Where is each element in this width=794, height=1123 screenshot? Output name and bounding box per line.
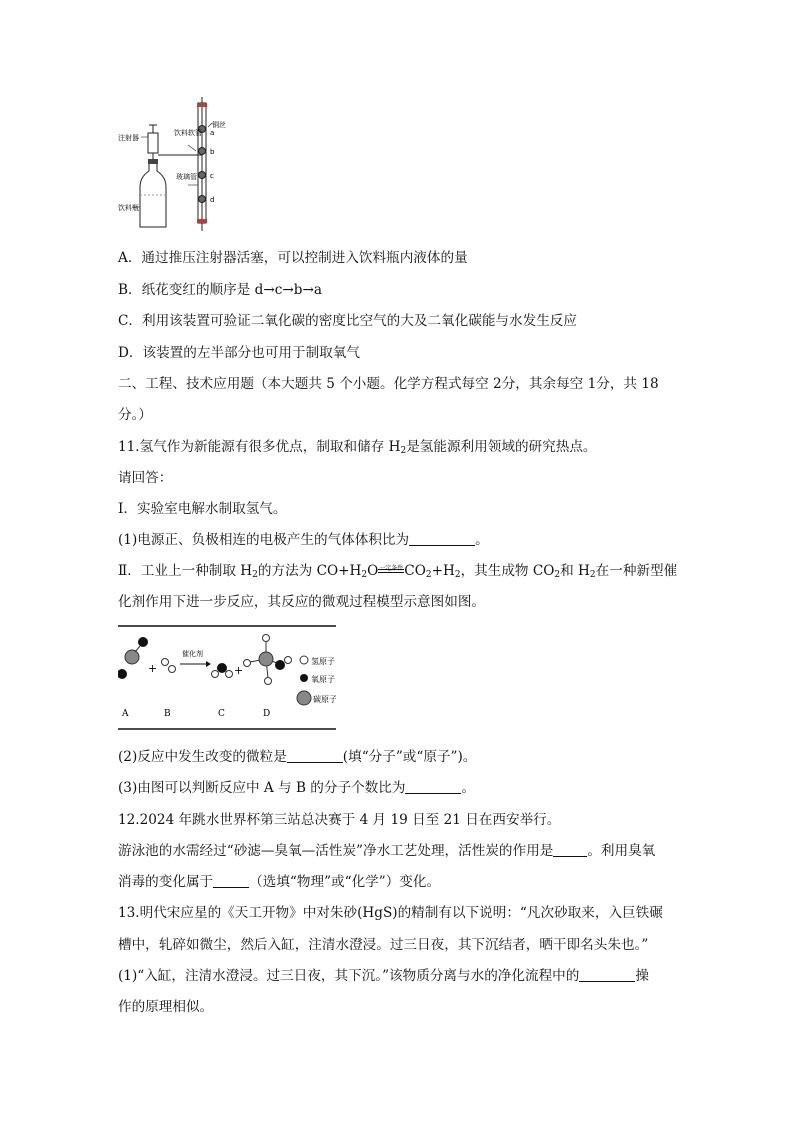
- flower-b-label: b: [210, 148, 215, 156]
- q12-line1: 12.2024 年跳水世界杯第三站总决赛于 4 月 19 日至 21 日在西安举行。: [118, 812, 561, 828]
- q12-line2: 游泳池的水需经过“砂滤—臭氧—活性炭”净水工艺处理，活性炭的作用是 。利用臭氧: [118, 843, 656, 859]
- q12-line3: 消毒的变化属于 （选填“物理”或“化学”）变化。: [118, 874, 441, 890]
- apparatus-figure: [118, 95, 236, 235]
- flower-a-label: a: [210, 129, 215, 137]
- bottle-label: 饮料瓶: [118, 204, 139, 212]
- answer-blank: [553, 843, 587, 857]
- answer-blank: [405, 780, 461, 794]
- q11-part2-line2: 化剂作用下进一步反应，其反应的微观过程模型示意图如图。: [118, 594, 486, 610]
- option-a: A．通过推压注射器活塞，可以控制进入饮料瓶内液体的量: [118, 250, 468, 266]
- q11-q1: (1)电源正、负极相连的电极产生的气体体积比为 。: [118, 532, 489, 548]
- catalyst-label: 催化剂: [182, 650, 203, 658]
- q11-q3: (3)由图可以判断反应中 A 与 B 的分子个数比为 。: [118, 780, 476, 796]
- section-heading-line1: 二、工程、技术应用题（本大题共 5 个小题。化学方程式每空 2分，其余每空 1分，共 18: [118, 376, 659, 392]
- q11-stem: 11.氢气作为新能源有很多优点，制取和储存 $H_2$是氢能源利用领域的研究热点。: [118, 439, 597, 456]
- legend-hydrogen: 氢原子: [311, 657, 335, 666]
- legend-carbon: 碳原子: [313, 695, 336, 704]
- q11-ask: 请回答：: [118, 470, 173, 486]
- glass-label: 玻璃管: [176, 173, 197, 181]
- condition-arrow: 一定条件: [378, 563, 404, 575]
- plus-sign: +: [148, 662, 158, 675]
- answer-blank: [579, 968, 635, 982]
- q11-part1: Ⅰ．实验室电解水制取氢气。: [118, 501, 287, 517]
- reaction-model-figure: [118, 624, 336, 734]
- option-b: B．纸花变红的顺序是 d→c→b→a: [118, 282, 322, 298]
- section-heading-line2: 分。）: [118, 407, 152, 423]
- label-a: A: [122, 709, 129, 719]
- apparatus-diagram: [118, 95, 236, 235]
- legend-oxygen: 氧原子: [311, 675, 335, 684]
- option-d: D．该装置的左半部分也可用于制取氧气: [118, 345, 360, 361]
- flower-c-label: c: [210, 172, 214, 180]
- option-c: C．利用该装置可验证二氧化碳的密度比空气的大及二氧化碳能与水发生反应: [118, 313, 577, 329]
- answer-blank: [213, 874, 249, 888]
- label-c: C: [218, 709, 225, 719]
- q13-line1: 13.明代宋应星的《天工开物》中对朱砂(HgS)的精制有以下说明：“凡次砂取来，入巨铁碾: [118, 905, 663, 921]
- label-d: D: [263, 709, 271, 719]
- q13-line4: 作的原理相似。: [118, 999, 214, 1015]
- flower-d-label: d: [210, 196, 215, 204]
- answer-blank: [409, 532, 475, 546]
- q13-line2: 槽中，轧碎如微尘，然后入缸，注清水澄浸。过三日夜，其下沉结者，晒干即名头朱也。”: [118, 937, 649, 953]
- tube-label: 饮料软管: [174, 129, 202, 137]
- answer-blank: [287, 749, 343, 763]
- reaction-model-diagram: [118, 624, 336, 734]
- label-b: B: [164, 709, 171, 719]
- q11-part2-line1: Ⅱ．工业上一种制取 $H_2$的方法为 $CO+H_2O$ 一定条件 $CO_2+H_2$，其生成物 $CO_2$和 $H_2$在一种新型催: [118, 563, 678, 580]
- plus-sign: +: [234, 664, 244, 677]
- wire-label: 铜丝: [212, 121, 226, 129]
- q11-q2: (2)反应中发生改变的微粒是 (填“分子”或“原子”)。: [118, 749, 477, 765]
- q13-line3: (1)“入缸，注清水澄浸。过三日夜，其下沉。”该物质分离与水的净化流程中的 操: [118, 968, 649, 984]
- syringe-label: 注射器: [118, 134, 139, 142]
